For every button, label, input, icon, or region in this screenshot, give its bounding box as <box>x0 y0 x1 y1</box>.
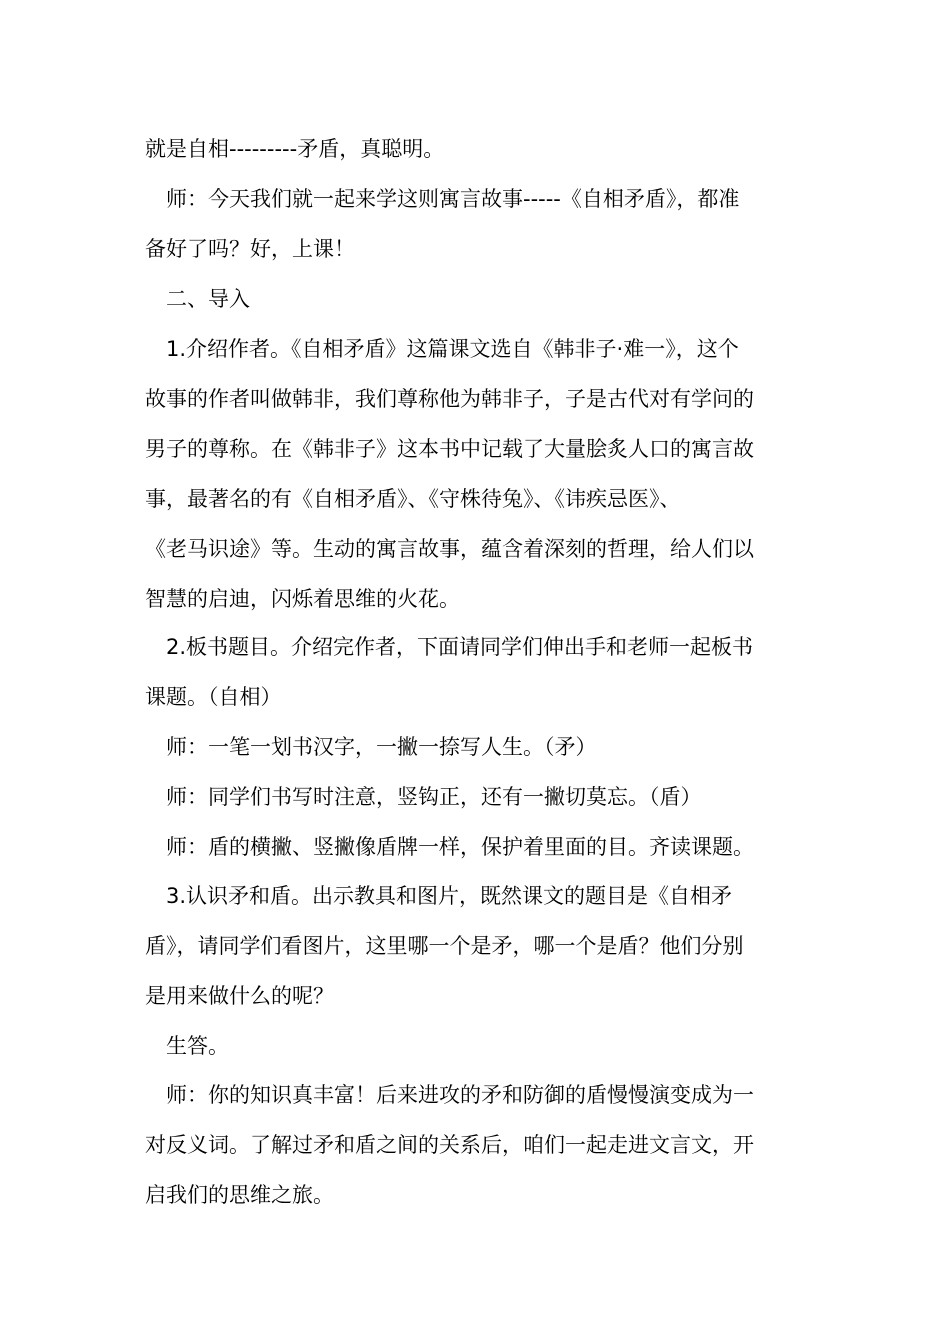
text-line: 师：同学们书写时注意，竖钩正，还有一撇切莫忘。（盾） <box>145 785 702 809</box>
text-line: 启我们的思维之旅。 <box>145 1183 334 1207</box>
text-line: 师：盾的横撇、竖撇像盾牌一样，保护着里面的目。齐读课题。 <box>145 835 754 859</box>
text-line: 故事的作者叫做韩非，我们尊称他为韩非子，子是古代对有学问的 <box>145 387 754 411</box>
text-line: 对反义词。了解过矛和盾之间的关系后，咱们一起走进文言文，开 <box>145 1133 754 1157</box>
text-line: 就是自相---------矛盾，真聪明。 <box>145 137 445 161</box>
text-line: 1.介绍作者。《自相矛盾》这篇课文选自《韩非子·难一》，这个 <box>145 337 739 361</box>
text-line: 《老马识途》等。生动的寓言故事，蕴含着深刻的哲理，给人们以 <box>145 537 754 561</box>
text-line: 2.板书题目。介绍完作者，下面请同学们伸出手和老师一起板书 <box>145 635 754 659</box>
text-line: 师：一笔一划书汉字，一撇一捺写人生。（矛） <box>145 735 597 759</box>
text-line: 师：今天我们就一起来学这则寓言故事-----《自相矛盾》，都准 <box>145 187 740 211</box>
text-line: 男子的尊称。在《韩非子》这本书中记载了大量脍炙人口的寓言故 <box>145 437 754 461</box>
text-line: 是用来做什么的呢？ <box>145 984 334 1008</box>
text-line: 3.认识矛和盾。出示教具和图片，既然课文的题目是《自相矛 <box>145 884 733 908</box>
text-line: 事，最著名的有《自相矛盾》、《守株待兔》、《讳疾忌医》、 <box>145 487 681 511</box>
text-line: 盾》，请同学们看图片，这里哪一个是矛，哪一个是盾？他们分别 <box>145 934 744 958</box>
text-line: 课题。（自相） <box>145 685 282 709</box>
text-line: 师：你的知识真丰富！后来进攻的矛和防御的盾慢慢演变成为一 <box>145 1083 754 1107</box>
text-line: 备好了吗？好，上课！ <box>145 237 355 261</box>
text-line: 生答。 <box>145 1034 229 1058</box>
text-line: 智慧的启迪，闪烁着思维的火花。 <box>145 587 460 611</box>
section-heading: 二、导入 <box>145 287 250 311</box>
